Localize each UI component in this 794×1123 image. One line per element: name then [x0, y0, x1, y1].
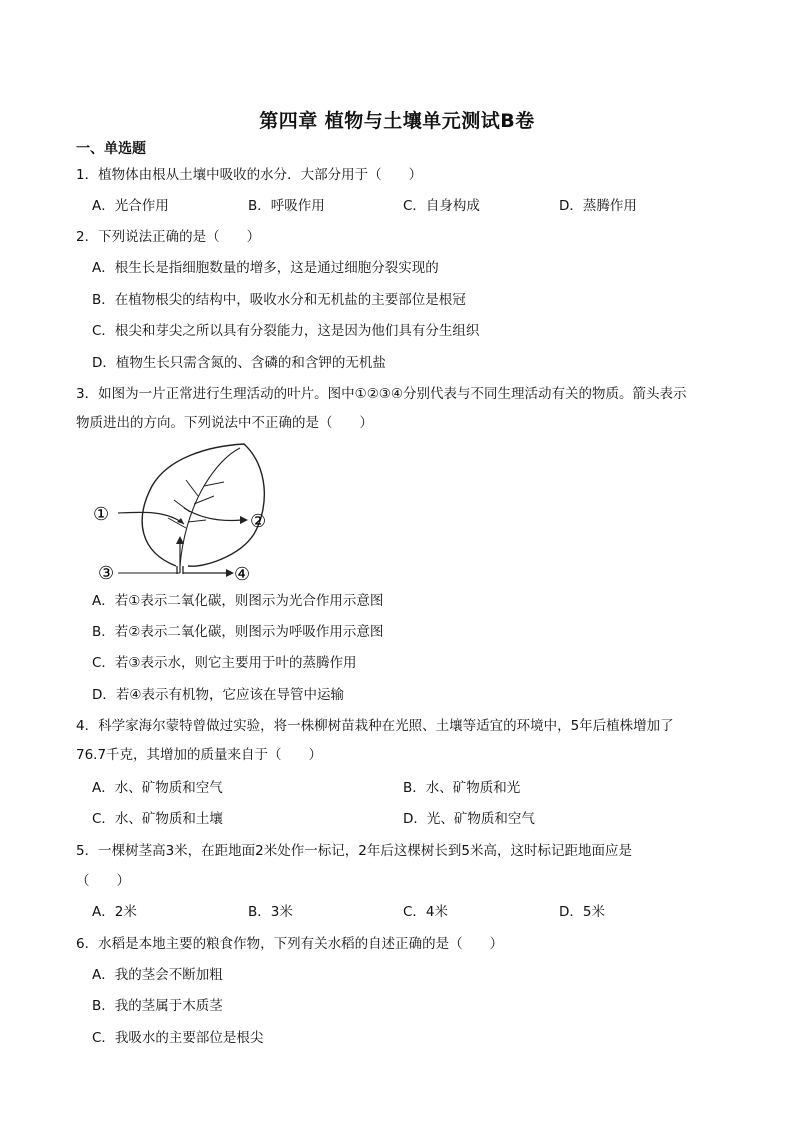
question-4-option-b: B．水、矿物质和光: [403, 780, 521, 796]
question-4-stem-line-2: 76.7千克，其增加的质量来自于（ ）: [76, 747, 323, 763]
question-5-stem-line-1: 5．一棵树茎高3米，在距地面2米处作一标记，2年后这棵树长到5米高，这时标记距地面应是: [76, 843, 632, 859]
leaf-outline: [142, 444, 267, 566]
question-5-option-b: B．3米: [248, 904, 293, 920]
question-3-option-a: A．若①表示二氧化碳，则图示为光合作用示意图: [92, 593, 384, 609]
page-title: 第四章 植物与土壤单元测试B卷: [259, 110, 535, 132]
question-2-option-b: B．在植物根尖的结构中，吸收水分和无机盐的主要部位是根冠: [92, 292, 466, 308]
question-5-option-d: D．5米: [559, 904, 605, 920]
question-6-stem: 6．水稻是本地主要的粮食作物，下列有关水稻的自述正确的是（ ）: [76, 936, 504, 952]
vein: [188, 520, 206, 522]
section-heading: 一、单选题: [76, 141, 146, 157]
vein: [204, 482, 224, 486]
question-5-option-c: C．4米: [403, 904, 449, 920]
question-5-option-a: A．2米: [92, 904, 137, 920]
question-4-option-d: D．光、矿物质和空气: [403, 811, 535, 827]
question-4-option-c: C．水、矿物质和土壤: [92, 811, 223, 827]
leaf-diagram: [92, 440, 282, 590]
question-4-stem-line-1: 4．科学家海尔蒙特曾做过实验，将一株柳树苗栽种在光照、土壤等适宜的环境中，5年后植株增加了: [76, 718, 674, 734]
question-2-option-a: A．根生长是指细胞数量的增多，这是通过细胞分裂实现的: [92, 260, 439, 276]
question-3-option-c: C．若③表示水，则它主要用于叶的蒸腾作用: [92, 655, 357, 671]
question-5-stem-line-2: （ ）: [76, 873, 130, 889]
question-2-option-c: C．根尖和芽尖之所以具有分裂能力，这是因为他们具有分生组织: [92, 323, 480, 339]
figure-label-1: ①: [93, 504, 110, 525]
arrow-4-head: [226, 569, 234, 577]
question-1-option-d: D．蒸腾作用: [559, 198, 637, 214]
figure-label-4: ④: [234, 564, 251, 585]
figure-label-3: ③: [98, 563, 115, 584]
question-4-option-a: A．水、矿物质和空气: [92, 780, 223, 796]
arrow-2-head: [240, 516, 248, 524]
midrib: [180, 448, 240, 566]
question-6-option-a: A．我的茎会不断加粗: [92, 967, 223, 983]
question-2-stem: 2．下列说法正确的是（ ）: [76, 229, 261, 245]
vein: [186, 480, 198, 496]
question-3-option-b: B．若②表示二氧化碳，则图示为呼吸作用示意图: [92, 624, 384, 640]
question-6-option-c: C．我吸水的主要部位是根尖: [92, 1030, 264, 1046]
question-1-stem: 1．植物体由根从土壤中吸收的水分．大部分用于（ ）: [76, 167, 423, 183]
figure-label-2: ②: [250, 511, 267, 532]
question-1-option-b: B．呼吸作用: [248, 198, 325, 214]
question-1-option-c: C．自身构成: [403, 198, 480, 214]
arrow-3-head: [176, 536, 184, 544]
question-1-option-a: A．光合作用: [92, 198, 169, 214]
question-2-option-d: D．植物生长只需含氮的、含磷的和含钾的无机盐: [92, 355, 386, 371]
question-3-stem-line-1: 3．如图为一片正常进行生理活动的叶片。图中①②③④分别代表与不同生理活动有关的物质。箭头表示: [76, 386, 687, 402]
question-3-option-d: D．若④表示有机物，它应该在导管中运输: [92, 687, 344, 703]
arrow-1: [118, 512, 184, 524]
question-6-option-b: B．我的茎属于木质茎: [92, 998, 223, 1014]
question-3-stem-line-2: 物质进出的方向。下列说法中不正确的是（ ）: [76, 415, 373, 431]
